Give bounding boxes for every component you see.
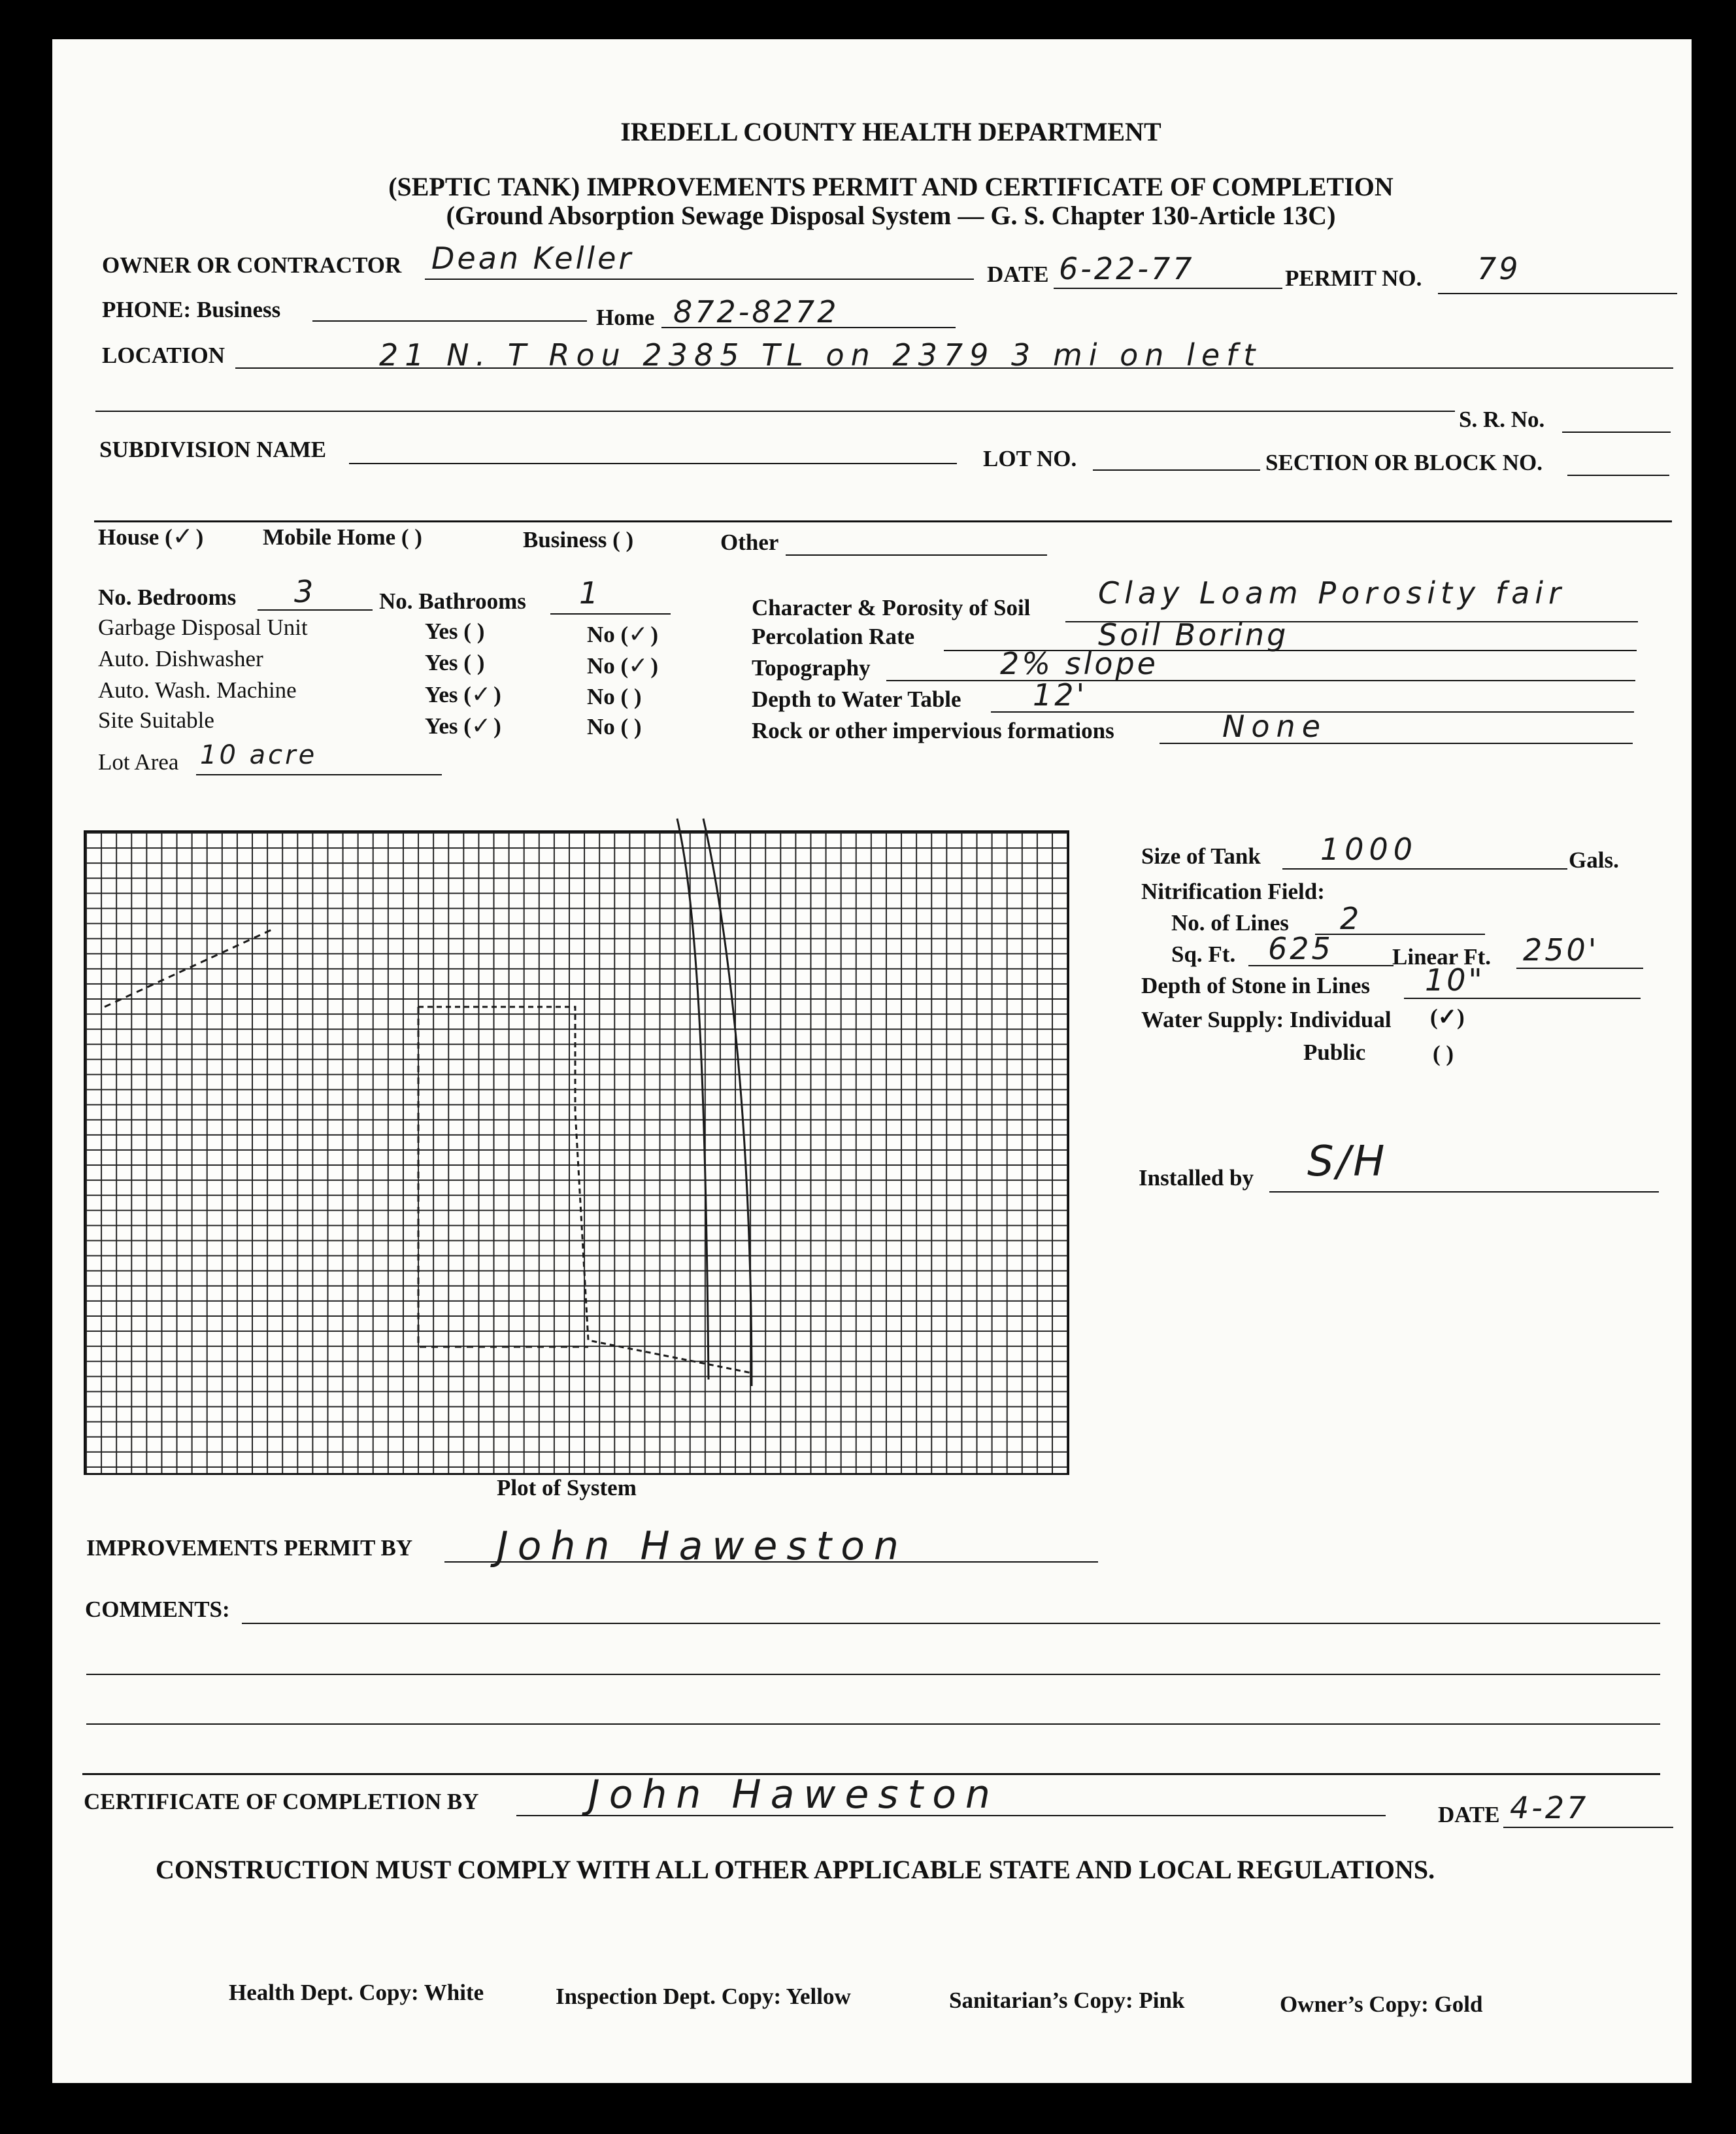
water-table-label: Depth to Water Table [752,686,961,712]
sketch-diagonal [105,928,275,1007]
water-public-label: Public [1303,1040,1366,1065]
form-subtitle: (Ground Absorption Sewage Disposal System — G. S. Chapter 130-Article 13C) [446,201,1336,230]
copy-sanitarian: Sanitarian’s Copy: Pink [949,1988,1185,2013]
perc-rate-label: Percolation Rate [752,624,915,649]
location-value: 21 N. T Rou 2385 TL on 2379 3 mi on left [379,337,1262,373]
site-suitable-mark: ✓ [471,713,494,739]
water-table-value: 12' [1033,677,1088,713]
bathrooms-value: 1 [579,575,601,611]
rock-value: None [1222,709,1327,744]
stone-depth-value: 10" [1425,962,1485,998]
lot-area-value: 10 acre [200,740,318,770]
sketch-line-left [418,1007,588,1347]
bedrooms-label: No. Bedrooms [98,584,237,610]
bathrooms-label: No. Bathrooms [379,588,526,614]
house-label: House (✓) [98,522,204,550]
sqft-label: Sq. Ft. [1171,941,1236,967]
phone-home-label: Home [596,305,655,330]
dishwasher-no: No (✓) [587,652,659,679]
wash-machine-no: No ( ) [587,684,642,709]
phone-business-label: PHONE: Business [102,297,281,322]
permit-label: PERMIT NO. [1285,265,1422,291]
topography-value: 2% slope [1000,646,1158,681]
water-individual-check: (✓) [1430,1004,1465,1030]
certificate-date-line [1503,1827,1673,1828]
compliance-notice: CONSTRUCTION MUST COMPLY WITH ALL OTHER APPLICABLE STATE AND LOCAL REGULATIONS. [156,1855,1435,1884]
linear-ft-label: Linear Ft. [1392,944,1492,970]
copy-health-dept: Health Dept. Copy: White [229,1980,484,2005]
site-suitable-yes: Yes (✓) [425,713,501,739]
form-title: (SEPTIC TANK) IMPROVEMENTS PERMIT AND CERTIFICATE OF COMPLETION [388,172,1394,201]
dishwasher-label: Auto. Dishwasher [98,646,263,671]
garbage-disposal-label: Garbage Disposal Unit [98,615,308,640]
topography-label: Topography [752,655,871,681]
owner-label: OWNER OR CONTRACTOR [102,252,402,278]
house-check-mark: ✓ [172,522,196,550]
date-value: 6-22-77 [1059,251,1195,286]
comments-line-2 [86,1674,1660,1675]
comments-label: COMMENTS: [85,1597,230,1622]
certificate-date-value: 4-27 [1510,1790,1589,1825]
tank-size-value: 1000 [1320,832,1418,867]
comments-line-3 [86,1723,1660,1725]
mobile-home-label: Mobile Home ( ) [263,524,422,550]
certificate-label: CERTIFICATE OF COMPLETION BY [84,1789,479,1814]
date-label: DATE [987,262,1049,287]
department-heading: IREDELL COUNTY HEALTH DEPARTMENT [620,117,1161,146]
certificate-signature: John Haweston [588,1772,999,1818]
dishwasher-mark: ✓ [628,652,651,679]
gals-label: Gals. [1569,847,1619,873]
garbage-disposal-mark: ✓ [628,621,651,648]
improvements-permit-label: IMPROVEMENTS PERMIT BY [86,1535,413,1561]
sqft-value: 625 [1268,931,1333,966]
owner-value: Dean Keller [431,241,634,276]
copy-owner: Owner’s Copy: Gold [1280,1991,1483,2017]
installed-by-value: S/H [1307,1138,1388,1186]
tank-size-line [1282,868,1567,870]
stone-depth-line [1404,998,1641,999]
business-label: Business ( ) [523,527,634,552]
phone-home-value: 872-8272 [673,294,839,330]
section-block-label: SECTION OR BLOCK NO. [1265,450,1543,475]
wash-machine-mark: ✓ [471,681,494,708]
plot-caption: Plot of System [497,1475,637,1500]
rock-label: Rock or other impervious formations [752,718,1114,743]
water-public-check: ( ) [1433,1041,1454,1066]
stone-depth-label: Depth of Stone in Lines [1141,973,1371,998]
linear-ft-value: 250' [1523,932,1599,968]
wash-machine-label: Auto. Wash. Machine [98,677,297,703]
linear-ft-line [1516,968,1643,969]
soil-character-value: Clay Loam Porosity fair [1098,575,1566,611]
site-suitable-no: No ( ) [587,714,642,739]
lines-label: No. of Lines [1171,910,1289,936]
soil-character-label: Character & Porosity of Soil [752,595,1031,620]
other-label: Other [720,530,779,555]
nitrification-label: Nitrification Field: [1141,879,1325,904]
bedrooms-value: 3 [294,574,316,609]
lot-no-label: LOT NO. [983,446,1077,471]
improvements-signature: John Haweston [497,1523,908,1569]
subdivision-label: SUBDIVISION NAME [99,437,327,462]
garbage-disposal-yes: Yes ( ) [425,618,485,644]
wash-machine-yes: Yes (✓) [425,681,501,708]
water-supply-label: Water Supply: Individual [1141,1007,1392,1032]
location-label: LOCATION [102,343,225,368]
permit-value: 79 [1477,251,1521,286]
tank-size-label: Size of Tank [1141,843,1261,869]
sketch-road-1 [677,819,709,1380]
certificate-date-label: DATE [1438,1802,1500,1827]
garbage-disposal-no: No (✓) [587,621,659,648]
installed-by-line [1269,1191,1659,1193]
perc-rate-value: Soil Boring [1098,617,1289,652]
sketch-road-2 [703,819,752,1386]
sr-no-label: S. R. No. [1459,407,1545,432]
copy-inspection-dept: Inspection Dept. Copy: Yellow [556,1984,851,2009]
site-suitable-label: Site Suitable [98,707,214,733]
installed-by-label: Installed by [1139,1165,1254,1191]
lot-area-label: Lot Area [98,749,179,775]
lines-value: 2 [1340,901,1362,936]
comments-line-1 [242,1623,1660,1624]
dishwasher-yes: Yes ( ) [425,650,485,675]
